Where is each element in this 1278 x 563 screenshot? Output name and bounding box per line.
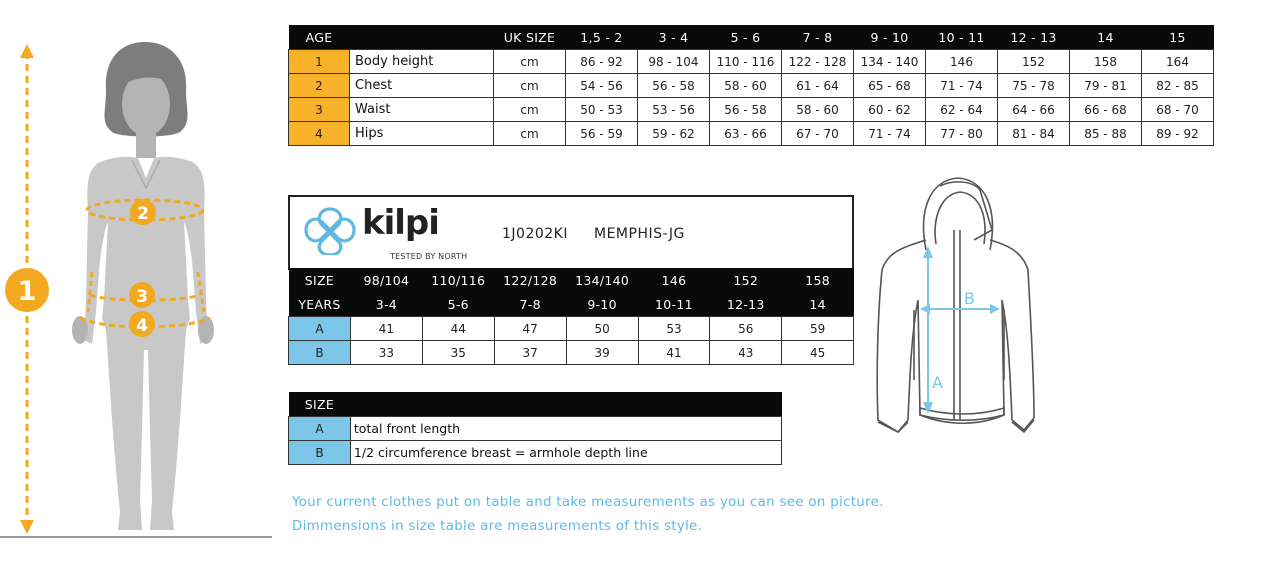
size-cell: 134/140 xyxy=(566,268,638,292)
product-name: MEMPHIS-JG xyxy=(594,226,685,242)
note-line-1: Your current clothes put on table and take measurements as you can see on picture. xyxy=(292,495,884,510)
years-cell: 5-6 xyxy=(422,292,494,317)
table-cell: 134 - 140 xyxy=(854,50,926,74)
header-size: 7 - 8 xyxy=(782,25,854,50)
height-arrow-bottom xyxy=(20,520,34,534)
table-cell: 58 - 60 xyxy=(710,74,782,98)
table-row xyxy=(289,341,854,365)
years-cell: 10-11 xyxy=(638,292,710,317)
table-cell: 67 - 70 xyxy=(782,122,854,146)
table-cell: 58 - 60 xyxy=(782,98,854,122)
years-cell: 3-4 xyxy=(350,292,422,317)
size-table-header xyxy=(289,25,1214,50)
table-cell: 86 - 92 xyxy=(566,50,638,74)
product-size-row xyxy=(289,268,854,292)
years-cell: 7-8 xyxy=(494,292,566,317)
header-size: 10 - 11 xyxy=(926,25,998,50)
row-unit: cm xyxy=(494,74,566,98)
body-measurement-figure xyxy=(0,0,280,563)
size-cell: 110/116 xyxy=(422,268,494,292)
row-number: 3 xyxy=(289,98,350,122)
size-table xyxy=(288,25,1214,146)
table-row xyxy=(289,317,854,341)
table-row xyxy=(289,417,782,441)
svg-text:B: B xyxy=(964,289,975,308)
table-cell: 43 xyxy=(710,341,782,365)
svg-text:A: A xyxy=(932,373,943,392)
table-cell: 65 - 68 xyxy=(854,74,926,98)
row-number: 2 xyxy=(289,74,350,98)
kilpi-knot-icon xyxy=(300,205,360,255)
header-size: 5 - 6 xyxy=(710,25,782,50)
table-cell: 41 xyxy=(350,317,422,341)
svg-text:3: 3 xyxy=(136,287,148,307)
table-cell: 61 - 64 xyxy=(782,74,854,98)
legend-size-label: SIZE xyxy=(289,392,351,417)
table-cell: 60 - 62 xyxy=(854,98,926,122)
header-size: 15 xyxy=(1142,25,1214,50)
table-cell: 85 - 88 xyxy=(1070,122,1142,146)
size-cell: 122/128 xyxy=(494,268,566,292)
table-cell: 164 xyxy=(1142,50,1214,74)
table-cell: 44 xyxy=(422,317,494,341)
table-cell: 62 - 64 xyxy=(926,98,998,122)
header-size: 12 - 13 xyxy=(998,25,1070,50)
row-label: Waist xyxy=(350,98,494,122)
table-cell: 37 xyxy=(494,341,566,365)
marker-3 xyxy=(129,282,155,308)
svg-text:4: 4 xyxy=(136,316,148,336)
years-cell: 14 xyxy=(782,292,854,317)
row-unit: cm xyxy=(494,122,566,146)
table-cell: 56 - 59 xyxy=(566,122,638,146)
height-arrow-top xyxy=(20,44,34,58)
table-cell: 56 xyxy=(710,317,782,341)
table-cell: 146 xyxy=(926,50,998,74)
table-cell: 71 - 74 xyxy=(926,74,998,98)
table-row xyxy=(289,74,1214,98)
table-cell: 98 - 104 xyxy=(638,50,710,74)
marker-4 xyxy=(129,311,155,337)
brand-logo: kilpi xyxy=(362,203,439,243)
legend-text-b: 1/2 circumference breast = armhole depth line xyxy=(350,441,781,465)
table-cell: 59 xyxy=(782,317,854,341)
table-row xyxy=(289,50,1214,74)
table-cell: 53 xyxy=(638,317,710,341)
table-cell: 33 xyxy=(350,341,422,365)
jacket-outline xyxy=(877,178,1034,432)
row-unit: cm xyxy=(494,98,566,122)
jacket-measure-a xyxy=(923,246,943,414)
svg-text:1: 1 xyxy=(17,276,37,307)
jacket-diagram xyxy=(868,170,1043,445)
years-label: YEARS xyxy=(289,292,351,317)
legend-label-a: A xyxy=(289,417,351,441)
table-cell: 50 - 53 xyxy=(566,98,638,122)
marker-2 xyxy=(130,199,156,225)
size-label: SIZE xyxy=(289,268,351,292)
header-size: 3 - 4 xyxy=(638,25,710,50)
table-cell: 50 xyxy=(566,317,638,341)
table-row xyxy=(289,98,1214,122)
table-cell: 75 - 78 xyxy=(998,74,1070,98)
note-line-2: Dimmensions in size table are measurements of this style. xyxy=(292,519,703,534)
header-size: 9 - 10 xyxy=(854,25,926,50)
table-cell: 152 xyxy=(998,50,1070,74)
table-cell: 47 xyxy=(494,317,566,341)
header-size: 14 xyxy=(1070,25,1142,50)
table-cell: 122 - 128 xyxy=(782,50,854,74)
size-cell: 152 xyxy=(710,268,782,292)
brand-tagline: TESTED BY NORTH xyxy=(390,252,468,261)
legend-table xyxy=(288,392,782,465)
row-label: Body height xyxy=(350,50,494,74)
header-uk-size: UK SIZE xyxy=(494,25,566,50)
years-cell: 12-13 xyxy=(710,292,782,317)
row-label-a: A xyxy=(289,317,351,341)
table-cell: 82 - 85 xyxy=(1142,74,1214,98)
table-cell: 45 xyxy=(782,341,854,365)
table-cell: 110 - 116 xyxy=(710,50,782,74)
table-cell: 66 - 68 xyxy=(1070,98,1142,122)
table-cell: 56 - 58 xyxy=(638,74,710,98)
size-cell: 158 xyxy=(782,268,854,292)
table-cell: 89 - 92 xyxy=(1142,122,1214,146)
size-cell: 98/104 xyxy=(350,268,422,292)
row-number: 4 xyxy=(289,122,350,146)
product-size-table xyxy=(288,268,854,365)
header-size: 1,5 - 2 xyxy=(566,25,638,50)
product-years-row xyxy=(289,292,854,317)
legend-text-a: total front length xyxy=(350,417,781,441)
legend-header xyxy=(289,392,782,417)
row-label: Chest xyxy=(350,74,494,98)
table-cell: 77 - 80 xyxy=(926,122,998,146)
table-cell: 64 - 66 xyxy=(998,98,1070,122)
size-cell: 146 xyxy=(638,268,710,292)
table-row xyxy=(289,441,782,465)
table-cell: 59 - 62 xyxy=(638,122,710,146)
table-cell: 54 - 56 xyxy=(566,74,638,98)
table-cell: 35 xyxy=(422,341,494,365)
header-blank xyxy=(350,25,494,50)
row-label-b: B xyxy=(289,341,351,365)
table-cell: 56 - 58 xyxy=(710,98,782,122)
row-number: 1 xyxy=(289,50,350,74)
table-cell: 71 - 74 xyxy=(854,122,926,146)
svg-text:2: 2 xyxy=(137,204,149,224)
marker-1 xyxy=(5,268,49,312)
table-cell: 79 - 81 xyxy=(1070,74,1142,98)
row-label: Hips xyxy=(350,122,494,146)
table-cell: 39 xyxy=(566,341,638,365)
product-header xyxy=(288,195,854,270)
table-row xyxy=(289,122,1214,146)
years-cell: 9-10 xyxy=(566,292,638,317)
table-cell: 63 - 66 xyxy=(710,122,782,146)
table-cell: 41 xyxy=(638,341,710,365)
table-cell: 68 - 70 xyxy=(1142,98,1214,122)
legend-label-b: B xyxy=(289,441,351,465)
table-cell: 81 - 84 xyxy=(998,122,1070,146)
header-age: AGE xyxy=(289,25,350,50)
product-code: 1J0202KI xyxy=(502,226,568,242)
table-cell: 53 - 56 xyxy=(638,98,710,122)
table-cell: 158 xyxy=(1070,50,1142,74)
row-unit: cm xyxy=(494,50,566,74)
